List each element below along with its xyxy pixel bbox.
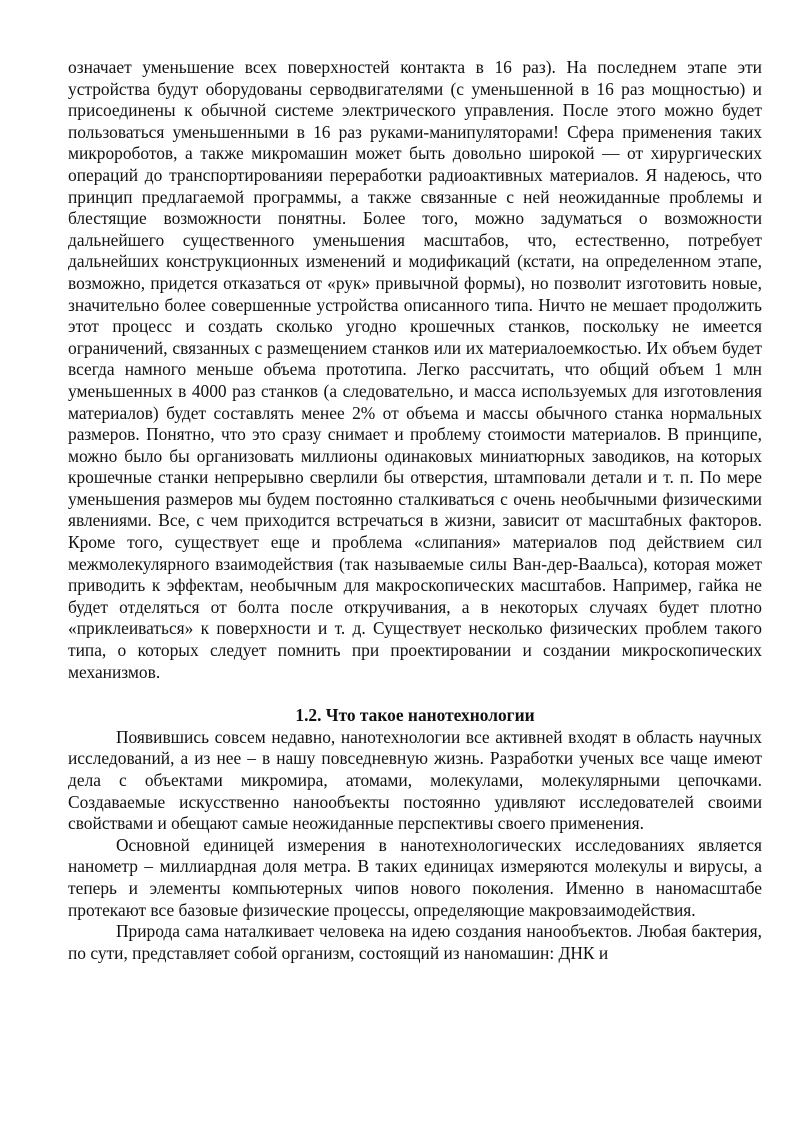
body-paragraph-continued: означает уменьшение всех поверхностей контакта в 16 раз). На последнем этапе эти устройства будут оборудованы серводвигателями (с уменьшенной в 16 раз мощностью) и присоединены к обычной системе электрического управления. После этого можно будет пользоваться уменьшенными в 16 раз руками-манипуляторами! Сфера применения таких микророботов, а также микромашин может быть довольно широкой — от хирургических операций до транспортированияи переработки радиоактивных материалов. Я надеюсь, что принцип предлагаемой программы, а также связанные с ней неожиданные проблемы и блестящие возможности понятны. Более того, можно задуматься о возможности дальнейшего существенного уменьшения масштабов, что, естественно, потребует дальнейших конструкционных изменений и модификаций (кстати, на определенном этапе, возможно, придется отказаться от «рук» привычной формы), но позволит изготовить новые, значительно более совершенные устройства описанного типа. Ничто не мешает продолжить этот процесс и создать сколько угодно крошечных станков, поскольку не имеется ограничений, связанных с размещением станков или их материалоемкостью. Их объем будет всегда намного меньше объема прототипа. Легко рассчитать, что общий объем 1 млн уменьшенных в 4000 раз станков (а следовательно, и масса используемых для изготовления материалов) будет составлять менее 2% от объема и массы обычного станка нормальных размеров. Понятно, что это сразу снимает и проблему стоимости материалов. В принципе, можно было бы организовать миллионы одинаковых миниатюрных заводиков, на которых крошечные станки непрерывно сверлили бы отверстия, штамповали детали и т. п. По мере уменьшения размеров мы будем постоянно сталкиваться с очень необычными физическими явлениями. Все, с чем приходится встречаться в жизни, зависит от масштабных факторов. Кроме того, существует еще и проблема «слипания» материалов под действием сил межмолекулярного взаимодействия (так называемые силы Ван-дер-Ваальса), которая может приводить к эффектам, необычным для макроскопических масштабов. Например, гайка не будет отделяться от болта после откручивания, а в некоторых случаях будет плотно «приклеиваться» к поверхности и т. д. Существует несколько физических проблем такого типа, о которых следует помнить при проектировании и создании микроскопических механизмов. <box>68 57 762 682</box>
body-paragraph-intro: Появившись совсем недавно, нанотехнологии все активней входят в область научных исследований, а из нее – в нашу повседневную жизнь. Разработки ученых все чаще имеют дела с объектами микромира, атомами, молекулами, молекулярными цепочками. Создаваемые искусственно нанообъекты постоянно удивляют исследователей своими свойствами и обещают самые неожиданные перспективы своего применения. <box>68 726 762 834</box>
document-page <box>68 57 762 964</box>
body-paragraph-nature: Природа сама наталкивает человека на идею создания нанообъектов. Любая бактерия, по сути, представляет собой организм, состоящий из наномашин: ДНК и <box>68 921 762 963</box>
body-paragraph-nanometer: Основной единицей измерения в нанотехнологических исследованиях является нанометр – миллиардная доля метра. В таких единицах измеряются молекулы и вирусы, а теперь и элементы компьютерных чипов нового поколения. Именно в наномасштабе протекают все базовые физические процессы, определяющие макровзаимодействия. <box>68 834 762 920</box>
section-heading: 1.2. Что такое нанотехнологии <box>295 705 535 726</box>
